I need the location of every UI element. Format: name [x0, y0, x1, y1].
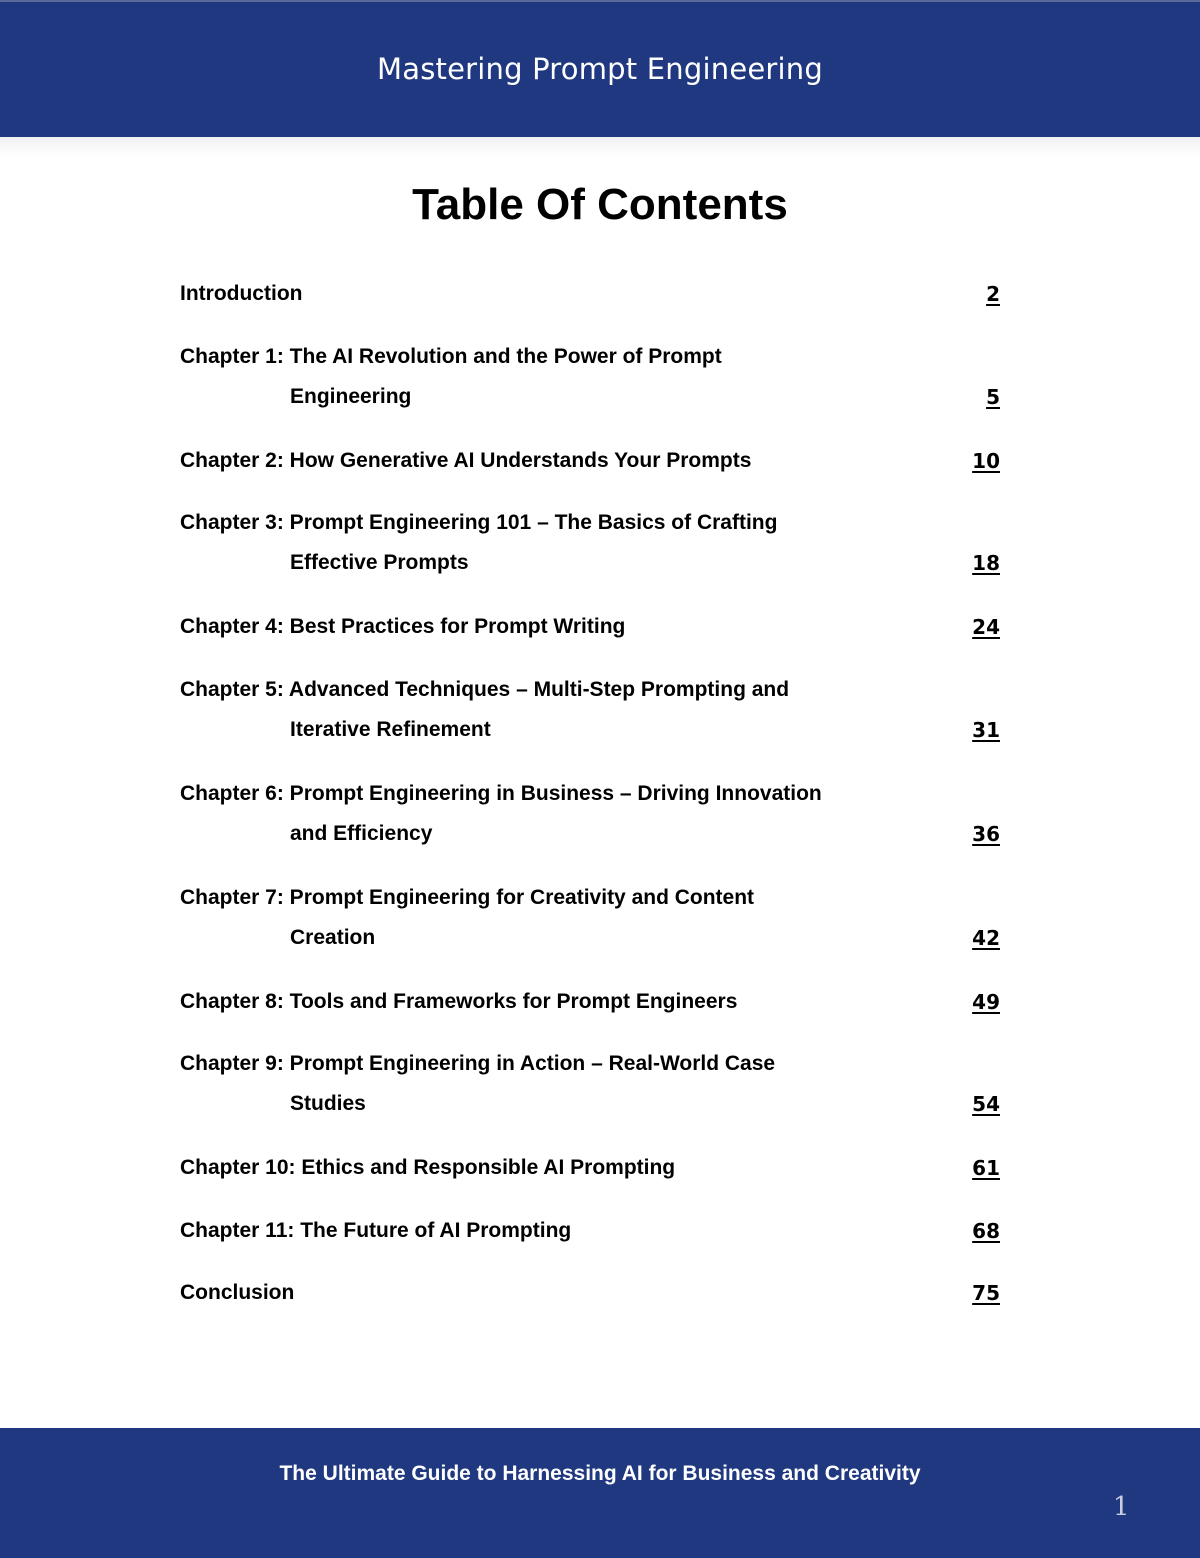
toc-page-link[interactable]: 68: [972, 1218, 1000, 1243]
toc-entry-title: Chapter 4: Best Practices for Prompt Writing: [180, 615, 626, 638]
header-shadow: [0, 137, 1200, 157]
toc-page-link[interactable]: 54: [972, 1092, 1000, 1116]
toc-entry-title: Conclusion: [180, 1281, 295, 1304]
toc-page-link[interactable]: 42: [972, 925, 1000, 950]
toc-entry-title: Chapter 2: How Generative AI Understands Your Prompts: [180, 448, 752, 472]
toc-entry-title: Chapter 8: Tools and Frameworks for Prompt Engineers: [180, 989, 738, 1013]
header-band: [0, 0, 1200, 137]
toc-entry-title-continued: Iterative Refinement: [290, 717, 491, 741]
toc-entry-title-continued: Creation: [290, 925, 376, 949]
toc-page-link[interactable]: 2: [986, 282, 1000, 306]
toc-entry-title: Chapter 11: The Future of AI Prompting: [180, 1218, 572, 1242]
toc-entry-title-continued: Studies: [290, 1092, 366, 1115]
toc-entry-title: Chapter 7: Prompt Engineering for Creativity and Content: [180, 885, 755, 909]
toc-page-link[interactable]: 36: [972, 821, 1000, 846]
toc-entry-title-continued: and Efficiency: [290, 821, 433, 845]
toc-page-link[interactable]: 75: [972, 1281, 1000, 1305]
toc-entry-title: Chapter 3: Prompt Engineering 101 – The Basics of Crafting: [180, 511, 778, 534]
toc-entry-title: Introduction: [180, 282, 303, 305]
footer-band: [0, 1428, 1200, 1558]
book-subtitle: The Ultimate Guide to Harnessing AI for Business and Creativity: [279, 1462, 921, 1485]
page-number: 1: [1113, 1492, 1130, 1522]
toc-page-link[interactable]: 18: [972, 551, 1000, 575]
toc-heading: Table Of Contents: [412, 180, 788, 229]
toc-entry-title: Chapter 6: Prompt Engineering in Business – Driving Innovation: [180, 781, 822, 805]
toc-entry-title-continued: Effective Prompts: [290, 551, 469, 574]
toc-page-link[interactable]: 31: [972, 717, 1000, 742]
toc-entry-title: Chapter 10: Ethics and Responsible AI Prompting: [180, 1156, 676, 1179]
toc-page-link[interactable]: 5: [986, 384, 1000, 409]
book-title: Mastering Prompt Engineering: [377, 52, 823, 86]
toc-entry-title: Chapter 9: Prompt Engineering in Action – Real-World Case: [180, 1052, 776, 1075]
toc-entry-title: Chapter 1: The AI Revolution and the Power of Prompt: [180, 344, 722, 368]
toc-page-link[interactable]: 61: [972, 1156, 1000, 1180]
toc-entry-title: Chapter 5: Advanced Techniques – Multi-Step Prompting and: [180, 677, 790, 701]
toc-page-link[interactable]: 49: [972, 989, 1000, 1014]
toc-page-link[interactable]: 10: [972, 448, 1000, 473]
toc-entry-title-continued: Engineering: [290, 384, 412, 408]
toc-page-link[interactable]: 24: [972, 615, 1000, 639]
